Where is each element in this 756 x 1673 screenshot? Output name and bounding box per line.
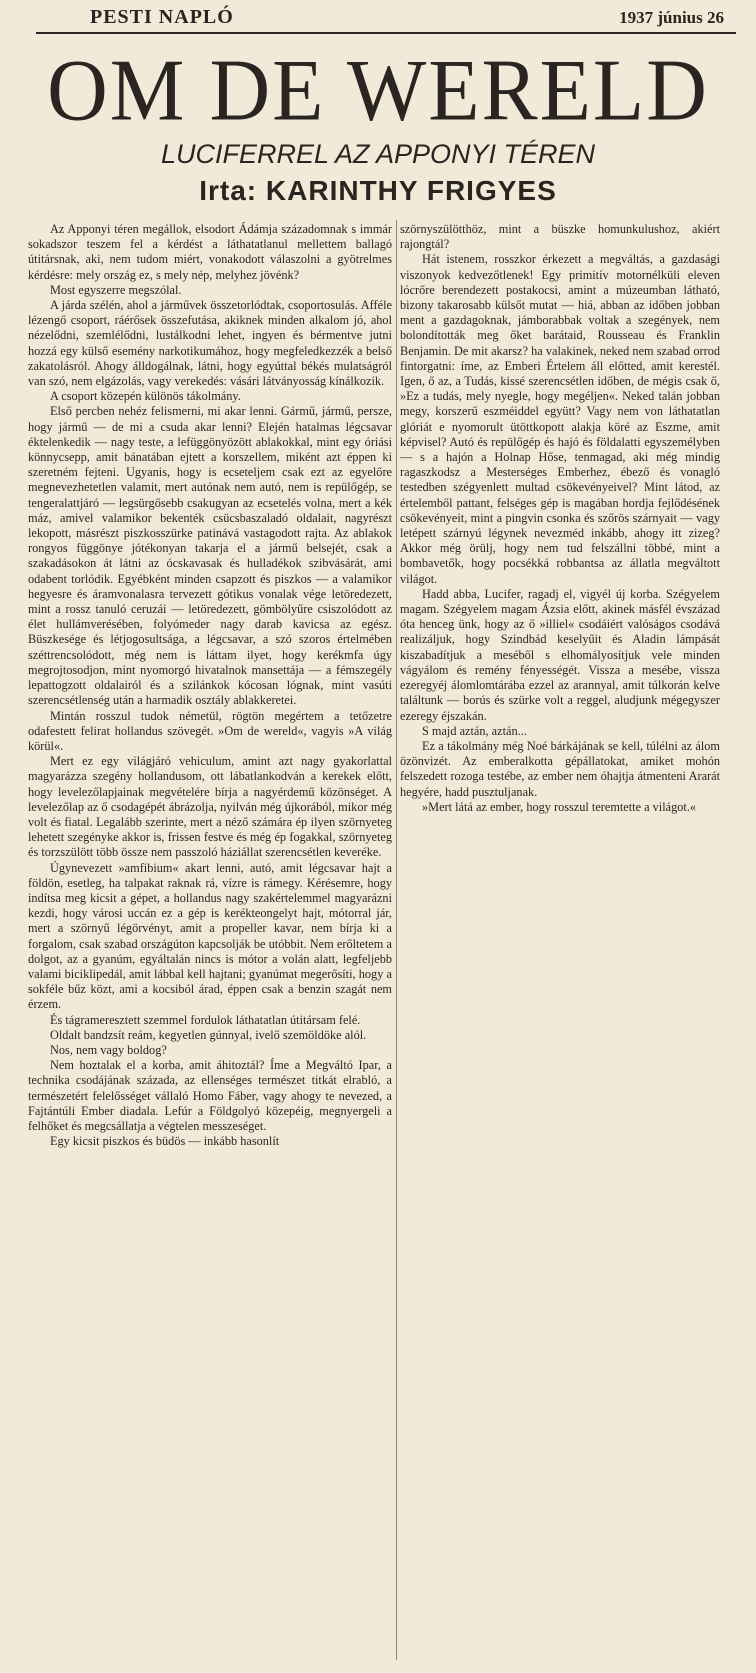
left-column: [28, 222, 392, 1149]
article-headline: OM DE WERELD: [47, 41, 709, 140]
paragraph: Hát istenem, rosszkor érkezett a megváltás, a gazdasági viszonyok kedvezőtlenek! Egy primitív motornélküli eleven lócrőre berendezett postakocsi, amint a múzeumban látható, bizony takarosabb külsőt mutat — hiá, abban az időben jobban ment a gazdagoknak, jámborabbak voltak a szegények, nem bolondították meg őket barátaid, Rousseau és Franklin Benjamin. De mit akarsz? ha valakinek, neked nem szabad orrod fintorgatni: íme, az Emberi Értelem áll előtted, amit kerestél. Igen, ő az, a Tudás, kissé szerencsétlen időben, de mégis csak ő, »Ez a tudás, mely nyegle, hogy megéljen«. Neked talán jobban megy, korszerű eszméiddel együtt? Vagy nem von láthatatlan glóriát e nyomorult ütöttkopott alakja köré az Eszme, amit képvisel? Autó és repülőgép és hajó és földalatti egyszemélyben — s a hajón a Holnap Hőse, tenmagad, aki még mindig ragaszkodsz a Mesterséges Emberhez, ébező és vonagló testedben szégyenlett multad csökevényeivel? Mint látod, az értelemből pattant, felséges gép is magában hordja fejlődésének csökevényeit, mint a pingvin csonka és szőrös szárnyait — vagy letépett szárnyú légynek nevezméd inkább, ahogy itt zizeg? Akkor még örülj, hogy nem tud felszállni többé, mint a bombavetők, hogy pocsékká robbantsa az állatla megváltott világot.: [400, 252, 720, 586]
paragraph: »Mert látá az ember, hogy rosszul teremtette a világot.«: [422, 799, 697, 814]
paragraph: Nos, nem vagy boldog?: [50, 1042, 167, 1057]
paragraph: Most egyszerre megszólal.: [50, 282, 182, 297]
paragraph: Hadd abba, Lucifer, ragadj el, vigyél új korba. Szégyelem magam. Szégyelem magam Ázsia előtt, akinek másfél évszázad óta henceg ünk, hogy az ő »illiel« csodáiért valóságos csodává realizáljuk, hogy Szindbád keselyűit és Aladin lámpását kiszabadítjuk a meséből s elhomályosítjuk vele minden vágyálom és remény fényességét. Vissza a mesébe, vissza ezeregyéj álomlomtárába ezzel az arannyal, amit túlkorán kelve találtunk — borús és szürke volt a reggel, aludjunk mégegyszer ezeregy éjszakán.: [400, 586, 720, 723]
issue-date: 1937 június 26: [619, 8, 724, 27]
paragraph: Mintán rosszul tudok németül, rögtön megértem a tetőzetre odafestett felirat hollandus szövegét. »Om de wereld«, vagyis »A világ körül«.: [28, 708, 392, 753]
paragraph: A csoport közepén különös tákolmány.: [50, 389, 241, 404]
paragraph: szörnyszülötthöz, mint a büszke homunkulushoz, akiért rajongtál?: [400, 222, 720, 252]
masthead-rule: [36, 32, 736, 34]
paragraph: Egy kicsit piszkos és büdös — inkább hasonlít: [50, 1134, 280, 1149]
paragraph: A járda szélén, ahol a járművek összetorlódtak, csoportosulás. Afféle lézengő csoport, ráérősek összefutása, akiknek minden alkalom jó, ahol nézelődni, szemlélődni, lustálkodni lehet, ingyen és bérmentve jutni hozzá egy külső esemény narkotikumához, hogy megfeledkezzék a belső zakatolásról. Ahogy álldogálnak, látni, hogy egyúttal békés mulatságról van szó, nem elgázolás, vagy verekedés: vásári látványosság kínálkozik.: [28, 298, 392, 389]
masthead: [0, 0, 756, 36]
paragraph: Nem hoztalak el a korba, amit áhitoztál? Íme a Megváltó Ipar, a technika csodájának százada, az ellenséges természet titkát elrabló, a természetért felelősséget vállaló Homo Fáber, vagy ahogy te nevezed, a Fajtántúli Ember diadala. Lefúr a Földgolyó közepéig, megnyergeli a felhőket és megcsállatja a végtelen messzeséget.: [28, 1058, 392, 1133]
column-divider: [396, 220, 397, 1660]
paragraph: És tágrameresztett szemmel fordulok láthatatlan útitársam felé.: [50, 1012, 361, 1027]
paragraph: Első percben nehéz felismerni, mi akar lenni. Gármű, jármű, persze, hogy jármű — de mi a csuda akar lenni? Elején hatalmas légcsavar éktelenkedik — nagy teste, a lefüggönyözött ablakokkal, mint egy óriási könnycsepp, amit bánatában ejtett a korszellem, miként azt éppen ki szeretném fejteni. Ugyanis, hogy is ecseteljem csak ezt az egyelőre megnevezhetetlen valamit, mert autónak nem autó, nem is repülőgép, se tengeralattjáró — legsürgősebb csakugyan az ecsetelés volna, mert a kék máz, amivel valamikor bekenték csücsbaszaladó oldalait, nagyrészt lekopott, másrészt piszkosszürke patinává vastagodott rajta. Az ablakok rongyos függönye jótékonyan takarja el a jármű belsejét, csak a szakadásokon át látni az ócskavasak és hulladékok szibvásárát, ami odabent torlódik. Egyébként minden csapzott és piszkos — a valamikor hegyesre és áramvonalasra tervezett gótikus vonalak vége letöredezett, mint a rossz tanuló ceruzái — letöredezett, gömbölyűre csiszolódott az élet hullámverésében, folyómeder nagy darab kavicsa az egész. Büszkesége és létjogosultsága, a légcsavar, a szó szoros értelmében széttrencsolódott, még nem is láttam ilyet, hogy kerékmfa úgy megrojtosodjon, mint nyomorgó hivatalnok mansettája — a fémszegély lepattogzott oldalairól és a szilánkok kócosan lógnak, mint vasúti szerencsétlenség után a harmadik osztály ablakkeretei.: [28, 404, 392, 708]
article-byline: Irta: KARINTHY FRIGYES: [199, 175, 557, 206]
paragraph: Oldalt bandzsít reám, kegyetlen gúnnyal, ivelő szemöldöke alól.: [50, 1027, 367, 1042]
newspaper-name: PESTI NAPLÓ: [90, 6, 234, 28]
paragraph: Úgynevezett »amfibium« akart lenni, autó, amit légcsavar hajt a földön, esetleg, ha talpakat raknak rá, vízre is rámegy. Kérésemre, hogy indítsa meg kicsit a gépet, a hollandus nagy szakértelemmel magyarázni kezdi, hogy városi uccán ez a gép is kerékteongelyt hajt, mótorral jár, mert a szörnyű légörvényt, amit a propeller kavar, nem bírja ki a forgalom, csak szabad országúton kapcsolják be utóbbit. Nem erőltetem a dolgot, az a gyanúm, egyáltalán nincs is mótor a volán alatt, legfeljebb valami biciklipedál, amit lábbal kell hajtani; gyanúmat megerősíti, hogy a sokféle bűz közt, ami a kocsiból árad, éppen csak a benzin szagát nem érzem.: [28, 860, 392, 1012]
right-column: [400, 222, 720, 815]
article-subheadline: LUCIFERREL AZ APPONYI TÉREN: [160, 139, 596, 169]
paragraph: Mert ez egy világjáró vehiculum, amint azt nagy gyakorlattal magyarázza szegény hollandusom, ott lábatlankodván a kerekek előtt, hogy levelezőlapjainak megvételére bírja a nagyérdemű közönséget. A levelezőlap az ő csodagépét ábrázolja, nyilván még újkorából, mikor még volt és fiatal. Legalább szerinte, mert a néző számára ép ilyen szörnyeteg lehetett szegényke akkor is, frissen festve és még ép fogakkal, szörnyeteg és torzszülött több össze nem passzoló háziállat szerencsétlen keveréke.: [28, 754, 392, 860]
paragraph: Az Apponyi téren megállok, elsodort Ádámja századomnak s immár sokadszor teszem fel a kérdést a láthatatlanul mellettem ballagó útitársnak, aki, nem tudom miért, vonakodott válaszolni a gyötrelmes kérdésre: mely ország ez, s mely nép, melyhez jövénk?: [28, 222, 392, 282]
paragraph: Ez a tákolmány még Noé bárkájának se kell, túlélni az álom özönvizét. Az emberalkotta gépállatokat, amiket mohón felszedett rozoga testébe, az ember nem óhajtja átmenteni Ararát hegyére, hadd pusztuljanak.: [400, 738, 720, 799]
paragraph: S majd aztán, aztán...: [422, 723, 527, 738]
